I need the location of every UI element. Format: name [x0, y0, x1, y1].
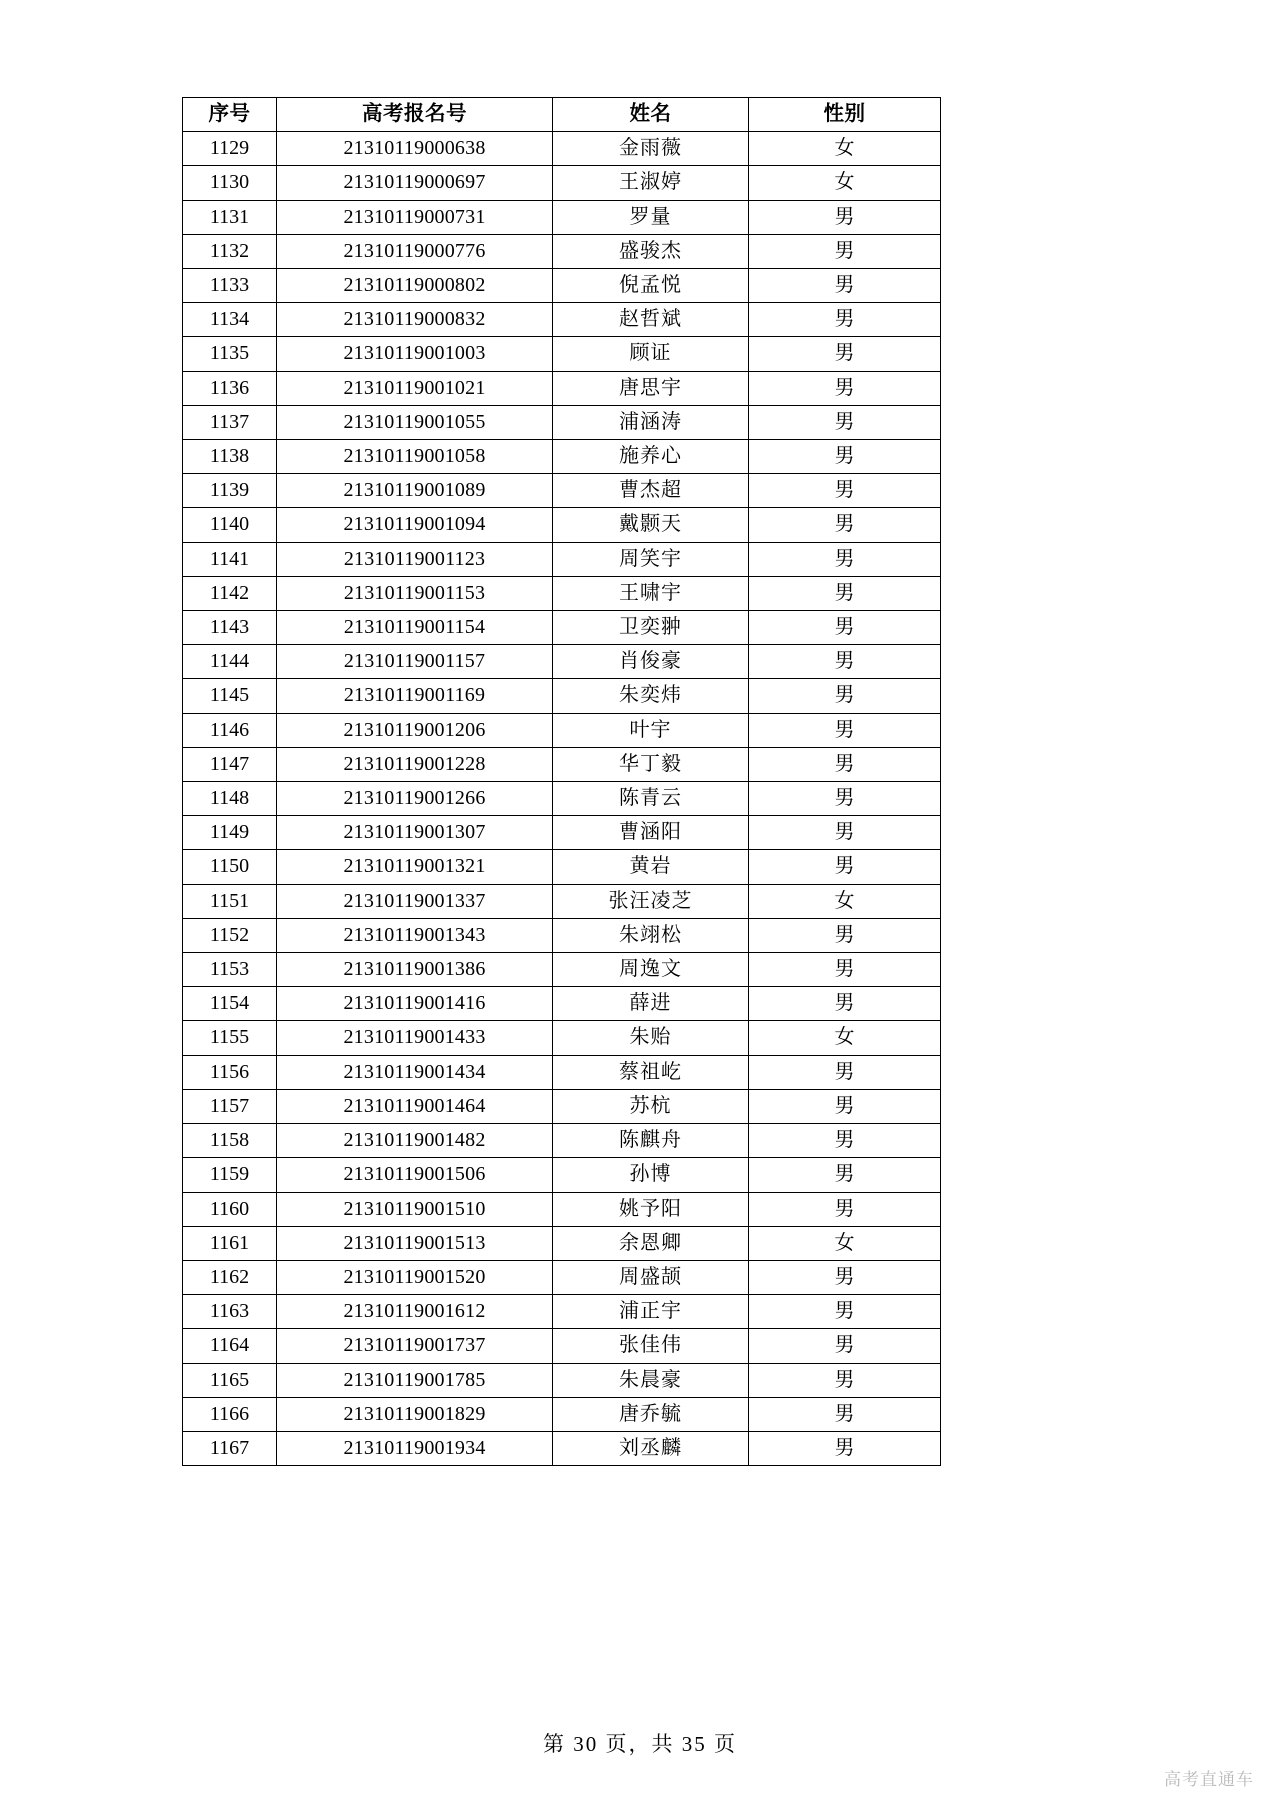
cell-index: 1140	[183, 508, 277, 542]
cell-index: 1149	[183, 816, 277, 850]
cell-index: 1151	[183, 884, 277, 918]
cell-name: 曹杰超	[553, 474, 749, 508]
cell-regno: 21310119000731	[277, 200, 553, 234]
cell-gender: 男	[749, 850, 941, 884]
cell-index: 1136	[183, 371, 277, 405]
roster-table	[182, 97, 941, 1466]
cell-gender: 男	[749, 679, 941, 713]
cell-name: 余恩卿	[553, 1226, 749, 1260]
cell-name: 王啸宇	[553, 576, 749, 610]
cell-index: 1139	[183, 474, 277, 508]
table-row	[183, 166, 941, 200]
table-row	[183, 1363, 941, 1397]
cell-gender: 男	[749, 234, 941, 268]
cell-index: 1163	[183, 1295, 277, 1329]
cell-index: 1142	[183, 576, 277, 610]
cell-gender: 男	[749, 337, 941, 371]
table-body	[183, 132, 941, 1466]
cell-regno: 21310119000638	[277, 132, 553, 166]
cell-regno: 21310119001337	[277, 884, 553, 918]
page-number-text: 第 30 页，共 35 页	[543, 1732, 737, 1756]
table-row	[183, 371, 941, 405]
cell-regno: 21310119000832	[277, 303, 553, 337]
cell-index: 1131	[183, 200, 277, 234]
cell-name: 张汪凌芝	[553, 884, 749, 918]
table-row	[183, 303, 941, 337]
cell-regno: 21310119000776	[277, 234, 553, 268]
table-row	[183, 1055, 941, 1089]
roster-table-container	[182, 97, 940, 1466]
table-row	[183, 953, 941, 987]
cell-name: 朱翊松	[553, 918, 749, 952]
table-row	[183, 747, 941, 781]
table-row	[183, 611, 941, 645]
cell-name: 唐乔毓	[553, 1397, 749, 1431]
cell-index: 1152	[183, 918, 277, 952]
cell-name: 肖俊豪	[553, 645, 749, 679]
cell-index: 1135	[183, 337, 277, 371]
cell-index: 1153	[183, 953, 277, 987]
cell-name: 华丁毅	[553, 747, 749, 781]
cell-index: 1144	[183, 645, 277, 679]
table-row	[183, 132, 941, 166]
cell-name: 唐思宇	[553, 371, 749, 405]
cell-name: 朱贻	[553, 1021, 749, 1055]
cell-name: 浦正宇	[553, 1295, 749, 1329]
cell-gender: 男	[749, 1192, 941, 1226]
cell-index: 1132	[183, 234, 277, 268]
cell-gender: 男	[749, 1329, 941, 1363]
cell-regno: 21310119001433	[277, 1021, 553, 1055]
cell-index: 1150	[183, 850, 277, 884]
cell-gender: 男	[749, 987, 941, 1021]
cell-regno: 21310119001785	[277, 1363, 553, 1397]
cell-name: 赵哲斌	[553, 303, 749, 337]
page-footer	[0, 1728, 1280, 1758]
cell-regno: 21310119001934	[277, 1431, 553, 1465]
cell-regno: 21310119001513	[277, 1226, 553, 1260]
cell-name: 戴颢天	[553, 508, 749, 542]
cell-gender: 男	[749, 611, 941, 645]
cell-gender: 男	[749, 816, 941, 850]
column-header-gender: 性别	[749, 98, 941, 132]
cell-name: 周盛颉	[553, 1260, 749, 1294]
cell-regno: 21310119001520	[277, 1260, 553, 1294]
cell-gender: 男	[749, 1295, 941, 1329]
table-row	[183, 884, 941, 918]
cell-name: 卫奕翀	[553, 611, 749, 645]
cell-gender: 男	[749, 1260, 941, 1294]
cell-gender: 男	[749, 953, 941, 987]
cell-regno: 21310119001021	[277, 371, 553, 405]
cell-index: 1165	[183, 1363, 277, 1397]
cell-index: 1154	[183, 987, 277, 1021]
cell-index: 1156	[183, 1055, 277, 1089]
cell-regno: 21310119001157	[277, 645, 553, 679]
cell-regno: 21310119001482	[277, 1124, 553, 1158]
cell-regno: 21310119001058	[277, 440, 553, 474]
cell-index: 1134	[183, 303, 277, 337]
cell-regno: 21310119001829	[277, 1397, 553, 1431]
table-row	[183, 1329, 941, 1363]
cell-gender: 男	[749, 1158, 941, 1192]
watermark: 高考直通车	[1164, 1770, 1254, 1789]
cell-index: 1160	[183, 1192, 277, 1226]
table-row	[183, 1124, 941, 1158]
cell-index: 1145	[183, 679, 277, 713]
cell-name: 倪孟悦	[553, 269, 749, 303]
cell-gender: 女	[749, 1021, 941, 1055]
cell-regno: 21310119001737	[277, 1329, 553, 1363]
cell-gender: 男	[749, 645, 941, 679]
cell-gender: 男	[749, 782, 941, 816]
table-row	[183, 269, 941, 303]
table-row	[183, 645, 941, 679]
cell-gender: 男	[749, 542, 941, 576]
cell-index: 1148	[183, 782, 277, 816]
cell-regno: 21310119001153	[277, 576, 553, 610]
table-row	[183, 542, 941, 576]
table-row	[183, 1089, 941, 1123]
cell-index: 1147	[183, 747, 277, 781]
table-row	[183, 440, 941, 474]
cell-index: 1166	[183, 1397, 277, 1431]
cell-regno: 21310119001506	[277, 1158, 553, 1192]
cell-regno: 21310119001169	[277, 679, 553, 713]
cell-gender: 男	[749, 1089, 941, 1123]
cell-name: 罗量	[553, 200, 749, 234]
cell-index: 1141	[183, 542, 277, 576]
cell-gender: 男	[749, 405, 941, 439]
table-row	[183, 234, 941, 268]
cell-index: 1143	[183, 611, 277, 645]
cell-regno: 21310119001321	[277, 850, 553, 884]
cell-regno: 21310119001154	[277, 611, 553, 645]
table-header	[183, 98, 941, 132]
table-row	[183, 1226, 941, 1260]
cell-gender: 男	[749, 747, 941, 781]
cell-regno: 21310119000802	[277, 269, 553, 303]
table-row	[183, 918, 941, 952]
cell-gender: 男	[749, 303, 941, 337]
cell-gender: 女	[749, 166, 941, 200]
cell-index: 1155	[183, 1021, 277, 1055]
column-header-name: 姓名	[553, 98, 749, 132]
cell-index: 1158	[183, 1124, 277, 1158]
cell-name: 刘丞麟	[553, 1431, 749, 1465]
table-header-row	[183, 98, 941, 132]
table-row	[183, 987, 941, 1021]
cell-name: 叶宇	[553, 713, 749, 747]
cell-index: 1167	[183, 1431, 277, 1465]
cell-regno: 21310119001123	[277, 542, 553, 576]
cell-name: 金雨薇	[553, 132, 749, 166]
cell-gender: 男	[749, 1124, 941, 1158]
cell-name: 顾证	[553, 337, 749, 371]
cell-gender: 男	[749, 1397, 941, 1431]
table-row	[183, 679, 941, 713]
cell-regno: 21310119001416	[277, 987, 553, 1021]
cell-name: 曹涵阳	[553, 816, 749, 850]
table-row	[183, 713, 941, 747]
cell-index: 1161	[183, 1226, 277, 1260]
column-header-index: 序号	[183, 98, 277, 132]
cell-gender: 女	[749, 132, 941, 166]
table-row	[183, 1158, 941, 1192]
table-row	[183, 1431, 941, 1465]
cell-name: 姚予阳	[553, 1192, 749, 1226]
cell-regno: 21310119001089	[277, 474, 553, 508]
cell-gender: 男	[749, 269, 941, 303]
cell-name: 张佳伟	[553, 1329, 749, 1363]
cell-regno: 21310119001386	[277, 953, 553, 987]
table-row	[183, 1397, 941, 1431]
column-header-regno: 高考报名号	[277, 98, 553, 132]
cell-gender: 男	[749, 474, 941, 508]
table-row	[183, 1192, 941, 1226]
cell-gender: 女	[749, 1226, 941, 1260]
cell-index: 1138	[183, 440, 277, 474]
cell-name: 朱奕炜	[553, 679, 749, 713]
cell-name: 孙博	[553, 1158, 749, 1192]
table-row	[183, 1021, 941, 1055]
cell-gender: 男	[749, 1431, 941, 1465]
cell-name: 浦涵涛	[553, 405, 749, 439]
cell-name: 薛进	[553, 987, 749, 1021]
table-row	[183, 850, 941, 884]
cell-name: 盛骏杰	[553, 234, 749, 268]
table-row	[183, 1260, 941, 1294]
cell-gender: 男	[749, 576, 941, 610]
cell-regno: 21310119001206	[277, 713, 553, 747]
table-row	[183, 337, 941, 371]
cell-index: 1133	[183, 269, 277, 303]
cell-name: 施养心	[553, 440, 749, 474]
cell-index: 1137	[183, 405, 277, 439]
cell-index: 1146	[183, 713, 277, 747]
table-row	[183, 508, 941, 542]
cell-regno: 21310119001434	[277, 1055, 553, 1089]
cell-name: 周逸文	[553, 953, 749, 987]
cell-name: 陈麒舟	[553, 1124, 749, 1158]
cell-index: 1159	[183, 1158, 277, 1192]
cell-gender: 男	[749, 440, 941, 474]
table-row	[183, 816, 941, 850]
cell-regno: 21310119001003	[277, 337, 553, 371]
cell-gender: 男	[749, 1363, 941, 1397]
cell-gender: 男	[749, 508, 941, 542]
table-row	[183, 576, 941, 610]
cell-gender: 男	[749, 713, 941, 747]
table-row	[183, 200, 941, 234]
cell-index: 1164	[183, 1329, 277, 1363]
cell-regno: 21310119001510	[277, 1192, 553, 1226]
table-row	[183, 1295, 941, 1329]
cell-regno: 21310119001094	[277, 508, 553, 542]
cell-index: 1157	[183, 1089, 277, 1123]
cell-regno: 21310119001464	[277, 1089, 553, 1123]
table-row	[183, 405, 941, 439]
cell-name: 周笑宇	[553, 542, 749, 576]
cell-name: 黄岩	[553, 850, 749, 884]
cell-index: 1162	[183, 1260, 277, 1294]
cell-gender: 男	[749, 918, 941, 952]
cell-regno: 21310119000697	[277, 166, 553, 200]
table-row	[183, 782, 941, 816]
cell-regno: 21310119001612	[277, 1295, 553, 1329]
cell-regno: 21310119001307	[277, 816, 553, 850]
cell-gender: 男	[749, 200, 941, 234]
cell-name: 王淑婷	[553, 166, 749, 200]
table-row	[183, 474, 941, 508]
cell-name: 陈青云	[553, 782, 749, 816]
cell-index: 1130	[183, 166, 277, 200]
cell-name: 蔡祖屹	[553, 1055, 749, 1089]
cell-name: 苏杭	[553, 1089, 749, 1123]
cell-regno: 21310119001228	[277, 747, 553, 781]
cell-gender: 男	[749, 1055, 941, 1089]
cell-regno: 21310119001266	[277, 782, 553, 816]
cell-regno: 21310119001055	[277, 405, 553, 439]
cell-gender: 男	[749, 371, 941, 405]
cell-regno: 21310119001343	[277, 918, 553, 952]
cell-index: 1129	[183, 132, 277, 166]
cell-gender: 女	[749, 884, 941, 918]
cell-name: 朱晨豪	[553, 1363, 749, 1397]
